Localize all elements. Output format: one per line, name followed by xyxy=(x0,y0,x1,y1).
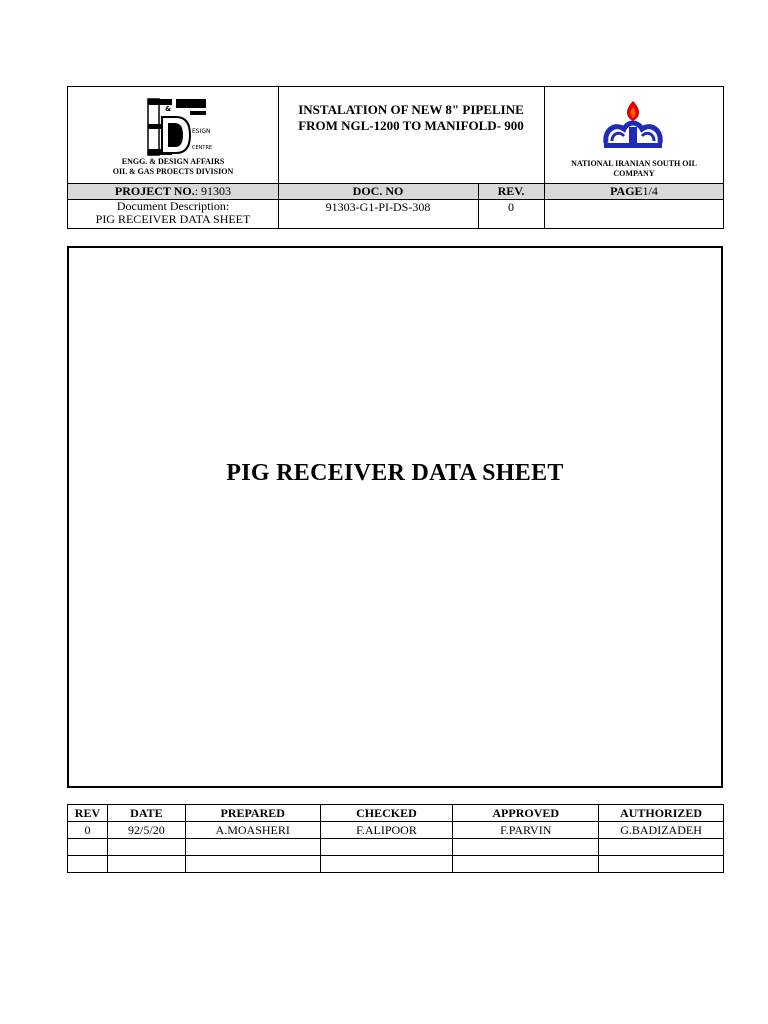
document-description xyxy=(68,200,278,226)
nisoc-logo xyxy=(598,99,668,151)
cell-approved xyxy=(453,839,599,856)
rev-label: REV. xyxy=(497,184,525,198)
col-header-authorized: AUTHORIZED xyxy=(599,805,724,822)
col-header-prepared: PREPARED xyxy=(185,805,320,822)
main-content-frame xyxy=(67,246,723,788)
page-label: PAGE xyxy=(610,184,643,198)
cell-date xyxy=(107,839,185,856)
page-value: 1/4 xyxy=(642,184,658,198)
cell-approved: F.PARVIN xyxy=(453,822,599,839)
company-line1: NATIONAL IRANIAN SOUTH OIL xyxy=(571,159,697,168)
cell-checked xyxy=(320,856,453,873)
cell-checked xyxy=(320,839,453,856)
project-title xyxy=(278,102,544,134)
table-row xyxy=(68,839,724,856)
revision-table xyxy=(67,804,724,873)
cell-rev xyxy=(68,856,108,873)
page-number xyxy=(544,184,724,198)
revision-header-row xyxy=(68,805,724,822)
desc-value: PIG RECEIVER DATA SHEET xyxy=(95,212,251,226)
cell-prepared: A.MOASHERI xyxy=(185,822,320,839)
cell-prepared xyxy=(185,856,320,873)
ed-design-logo xyxy=(146,97,213,157)
cell-rev: 0 xyxy=(68,822,108,839)
cell-authorized xyxy=(599,839,724,856)
svg-text:CENTRE: CENTRE xyxy=(192,145,213,151)
col-header-date: DATE xyxy=(107,805,185,822)
company-name xyxy=(544,159,724,179)
col-header-checked: CHECKED xyxy=(320,805,453,822)
project-no-value: : 91303 xyxy=(194,184,232,198)
table-row xyxy=(68,822,724,839)
project-title-line2: FROM NGL-1200 TO MANIFOLD- 900 xyxy=(298,118,524,133)
svg-text:ESIGN: ESIGN xyxy=(192,128,211,135)
col-header-approved: APPROVED xyxy=(453,805,599,822)
cell-date xyxy=(107,856,185,873)
cell-date: 92/5/20 xyxy=(107,822,185,839)
company-line2: COMPANY xyxy=(613,169,655,178)
ed-logo-icon xyxy=(146,97,213,157)
doc-no-value: 91303-G1-PI-DS-308 xyxy=(325,200,431,214)
engg-line1: ENGG. & DESIGN AFFAIRS xyxy=(121,157,225,166)
cell-rev xyxy=(68,839,108,856)
cell-approved xyxy=(453,856,599,873)
engg-division xyxy=(68,157,278,177)
rev-value: 0 xyxy=(508,200,514,214)
cell-checked: F.ALIPOOR xyxy=(320,822,453,839)
svg-text:&: & xyxy=(165,105,172,113)
cell-authorized: G.BADIZADEH xyxy=(599,822,724,839)
cell-authorized xyxy=(599,856,724,873)
cell-prepared xyxy=(185,839,320,856)
document-header xyxy=(67,86,724,229)
table-row xyxy=(68,856,724,873)
project-title-line1: INSTALATION OF NEW 8" PIPELINE xyxy=(298,102,524,117)
header-divider-2 xyxy=(544,87,545,228)
nisoc-flame-icon xyxy=(598,99,668,151)
project-no xyxy=(68,184,278,198)
desc-label: Document Description: xyxy=(116,199,230,213)
doc-no-label: DOC. NO xyxy=(352,184,404,198)
engg-line2: OIL & GAS PROECTS DIVISION xyxy=(112,167,234,176)
document-title: PIG RECEIVER DATA SHEET xyxy=(226,460,564,486)
project-no-label: PROJECT NO. xyxy=(114,184,195,198)
col-header-rev: REV xyxy=(68,805,108,822)
